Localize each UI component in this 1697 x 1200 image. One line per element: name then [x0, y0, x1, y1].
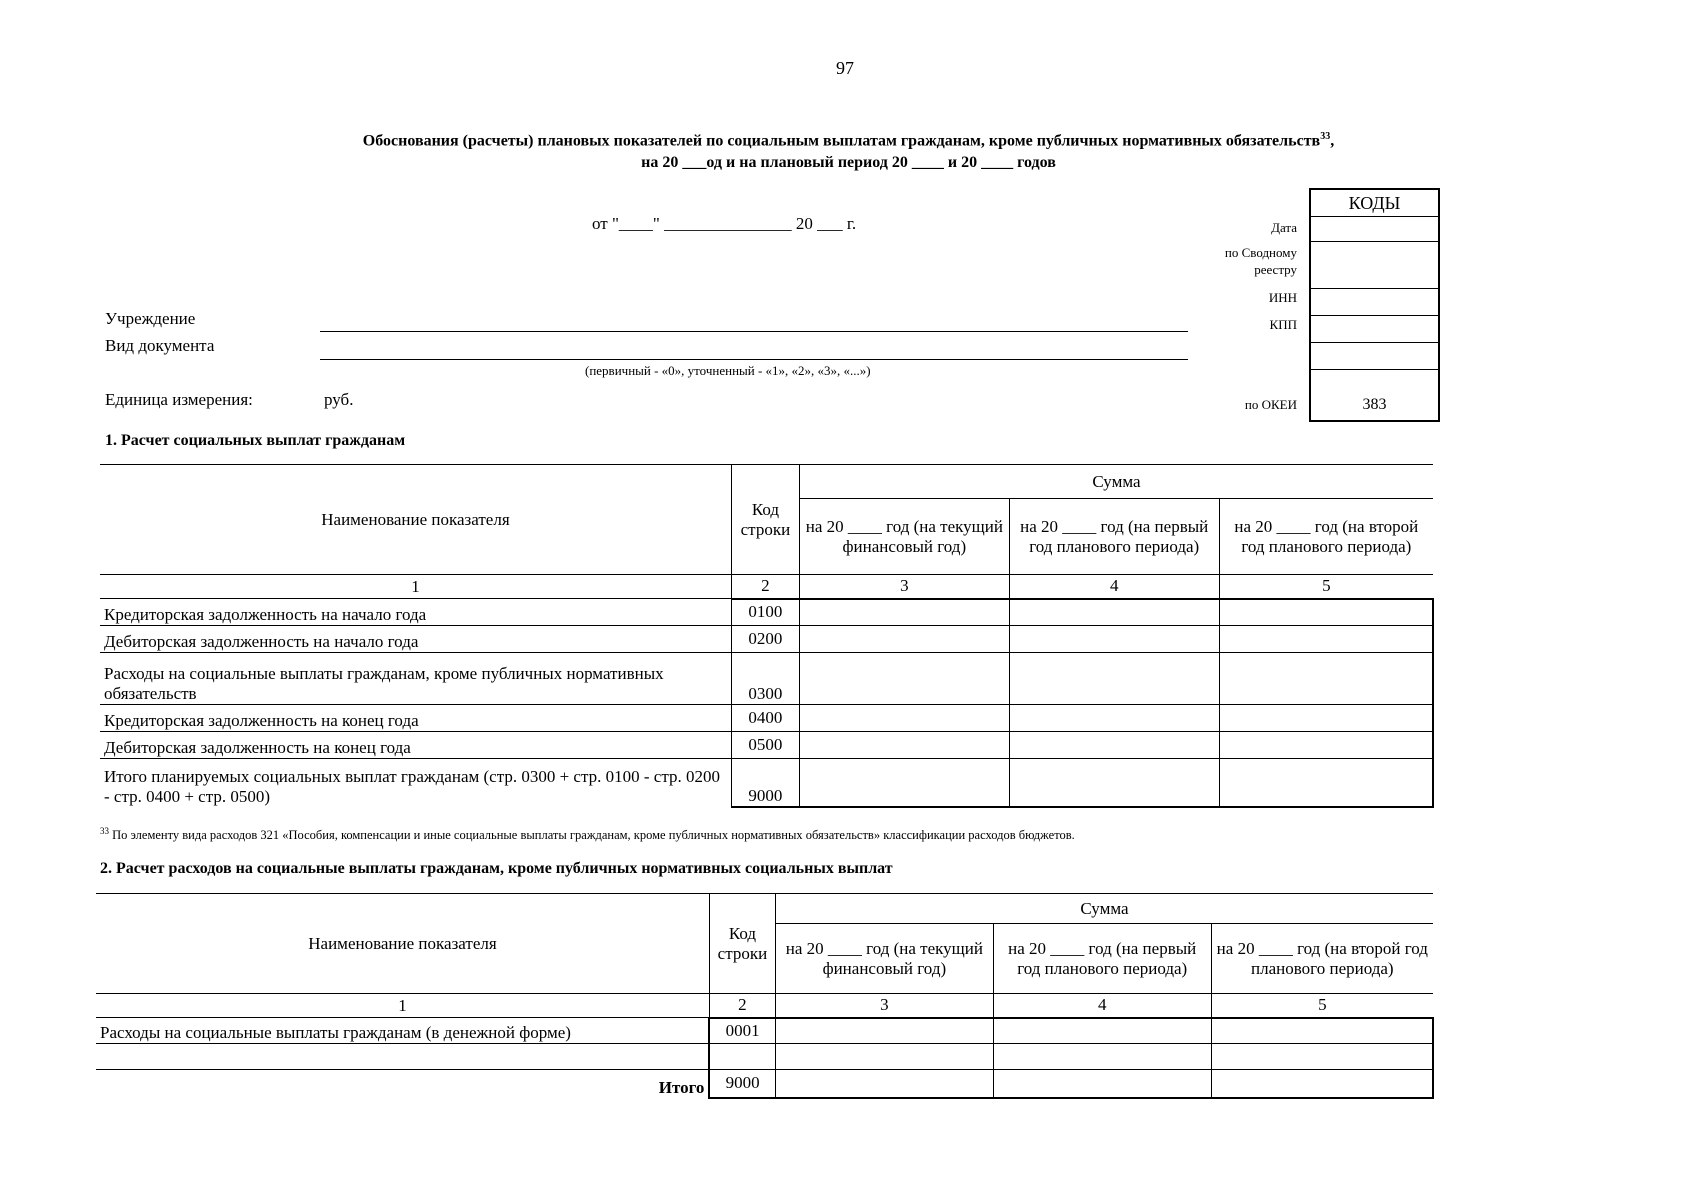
section1-table: [100, 464, 1434, 808]
codes-header: КОДЫ: [1311, 190, 1438, 217]
s2-colnum-5: 5: [1211, 994, 1433, 1018]
unit-value: руб.: [324, 390, 354, 409]
s1-row-name: Расходы на социальные выплаты гражданам, кроме публичных нормативных обязательств: [100, 653, 731, 705]
s2-cell-col3[interactable]: [775, 1018, 993, 1044]
footnote: $^{33}$ По элементу вида расходов 321 «Пособия, компенсации и иные социальные выплаты гражданам, кроме публичных нормативных обязательств» классификации расходов бюджетов.: [100, 826, 1075, 843]
s1-header-col3: на 20 ____ год (на текущий финансовый год): [799, 499, 1009, 575]
section2-table: [96, 893, 1434, 1099]
s2-colnum-1: 1: [96, 994, 709, 1018]
s1-cell-col4[interactable]: [1009, 705, 1219, 732]
s1-cell-col5[interactable]: [1219, 626, 1433, 653]
table-row: [100, 705, 1433, 732]
table-row: [100, 599, 1433, 626]
code-inn-cell[interactable]: [1311, 289, 1438, 316]
page-number: 97: [836, 58, 854, 78]
s2-row-code: [709, 1044, 775, 1070]
document-subtitle: на 20 ___од и на плановый период 20 ____ и 20 ____ годов: [641, 154, 1056, 171]
code-date-label: Дата: [1271, 220, 1297, 235]
document-title: Обоснования (расчеты) плановых показателей по социальным выплатам гражданам, кроме публичных нормативных обязательств$^{33}$,: [362, 131, 1335, 150]
s1-row-code: 0400: [731, 705, 799, 732]
s1-cell-col4[interactable]: [1009, 599, 1219, 626]
s2-colnum-3: 3: [775, 994, 993, 1018]
s2-cell-col5[interactable]: [1211, 1044, 1433, 1070]
s1-colnum-1: 1: [100, 575, 731, 599]
table-row: [100, 626, 1433, 653]
s1-cell-col3[interactable]: [799, 732, 1009, 759]
s2-cell-col5[interactable]: [1211, 1018, 1433, 1044]
section1-title: 1. Расчет социальных выплат гражданам: [105, 432, 406, 449]
s1-cell-col3[interactable]: [799, 653, 1009, 705]
s1-cell-col5[interactable]: [1219, 705, 1433, 732]
code-kpp-label: КПП: [1269, 317, 1297, 332]
s2-colnum-4: 4: [993, 994, 1211, 1018]
table-row-total: [96, 1070, 1433, 1098]
s2-total-col4[interactable]: [993, 1070, 1211, 1098]
s1-cell-col5[interactable]: [1219, 653, 1433, 705]
s1-row-name: Дебиторская задолженность на начало года: [100, 626, 731, 653]
s1-cell-col3[interactable]: [799, 599, 1009, 626]
s1-cell-col3[interactable]: [799, 705, 1009, 732]
s1-row-name: Итого планируемых социальных выплат гражданам (стр. 0300 + стр. 0100 - стр. 0200 - стр. 0400 + стр. 0500): [100, 759, 731, 807]
code-inn-label: ИНН: [1268, 290, 1297, 305]
table-row: [100, 759, 1433, 807]
doc-type-line[interactable]: [320, 359, 1188, 360]
code-okei-label: по ОКЕИ: [1244, 397, 1297, 412]
table-row: [100, 653, 1433, 705]
s2-header-code: Код строки: [709, 894, 775, 994]
s1-cell-col3[interactable]: [799, 759, 1009, 807]
s2-header-col4: на 20 ____ год (на первый год планового периода): [993, 924, 1211, 994]
s2-cell-col3[interactable]: [775, 1044, 993, 1070]
s2-header-col3: на 20 ____ год (на текущий финансовый год): [775, 924, 993, 994]
s1-colnum-5: 5: [1219, 575, 1433, 599]
s1-row-code: 0100: [731, 599, 799, 626]
code-kpp-cell[interactable]: [1311, 316, 1438, 343]
code-okei-cell: 383: [1362, 396, 1387, 413]
s1-cell-col5[interactable]: [1219, 599, 1433, 626]
code-date-cell[interactable]: [1311, 217, 1438, 242]
institution-line[interactable]: [320, 331, 1188, 332]
s1-header-sum: Сумма: [799, 465, 1433, 499]
code-registry-label: по Сводному реестру: [1224, 245, 1297, 277]
s1-cell-col4[interactable]: [1009, 759, 1219, 807]
s2-row-name: [96, 1044, 709, 1070]
s1-colnum-2: 2: [731, 575, 799, 599]
code-registry-cell[interactable]: [1311, 242, 1438, 289]
table-row: [100, 732, 1433, 759]
s1-colnum-3: 3: [799, 575, 1009, 599]
doc-type-label: Вид документа: [105, 336, 215, 355]
s1-colnum-4: 4: [1009, 575, 1219, 599]
s1-cell-col4[interactable]: [1009, 732, 1219, 759]
s2-total-label: Итого: [96, 1070, 709, 1098]
s2-header-sum: Сумма: [775, 894, 1433, 924]
institution-label: Учреждение: [105, 309, 196, 328]
s1-cell-col3[interactable]: [799, 626, 1009, 653]
table-row: [96, 1044, 1433, 1070]
s1-cell-col4[interactable]: [1009, 653, 1219, 705]
s1-header-name: Наименование показателя: [100, 465, 731, 575]
s1-row-code: 0300: [731, 653, 799, 705]
s1-header-code: Код строки: [731, 465, 799, 575]
s2-total-code: 9000: [709, 1070, 775, 1098]
s2-total-col5[interactable]: [1211, 1070, 1433, 1098]
code-doctype-cell[interactable]: [1311, 343, 1438, 370]
s1-cell-col4[interactable]: [1009, 626, 1219, 653]
s2-header-col5: на 20 ____ год (на второй год планового периода): [1211, 924, 1433, 994]
s2-cell-col4[interactable]: [993, 1044, 1211, 1070]
s1-cell-col5[interactable]: [1219, 732, 1433, 759]
s1-header-col5: на 20 ____ год (на второй год планового периода): [1219, 499, 1433, 575]
s2-total-col3[interactable]: [775, 1070, 993, 1098]
s1-row-name: Кредиторская задолженность на начало года: [100, 599, 731, 626]
s1-cell-col5[interactable]: [1219, 759, 1433, 807]
doc-type-hint: (первичный - «0», уточненный - «1», «2», «3», «...»): [585, 363, 871, 378]
s1-row-code: 0200: [731, 626, 799, 653]
s1-row-name: Кредиторская задолженность на конец года: [100, 705, 731, 732]
s1-row-name: Дебиторская задолженность на конец года: [100, 732, 731, 759]
s2-cell-col4[interactable]: [993, 1018, 1211, 1044]
s2-row-code: 0001: [709, 1018, 775, 1044]
codes-box: [1309, 188, 1440, 422]
unit-label: Единица измерения:: [105, 390, 253, 409]
s1-row-code: 9000: [731, 759, 799, 807]
document-date-line[interactable]: от "____" _______________ 20 ___ г.: [592, 214, 857, 233]
s2-header-name: Наименование показателя: [96, 894, 709, 994]
s2-row-name: Расходы на социальные выплаты гражданам (в денежной форме): [96, 1018, 709, 1044]
s1-header-col4: на 20 ____ год (на первый год планового периода): [1009, 499, 1219, 575]
s2-colnum-2: 2: [709, 994, 775, 1018]
section2-title: 2. Расчет расходов на социальные выплаты гражданам, кроме публичных нормативных социальных выплат: [100, 860, 893, 877]
table-row: [96, 1018, 1433, 1044]
s1-row-code: 0500: [731, 732, 799, 759]
footnote-ref: 33: [1320, 131, 1331, 142]
